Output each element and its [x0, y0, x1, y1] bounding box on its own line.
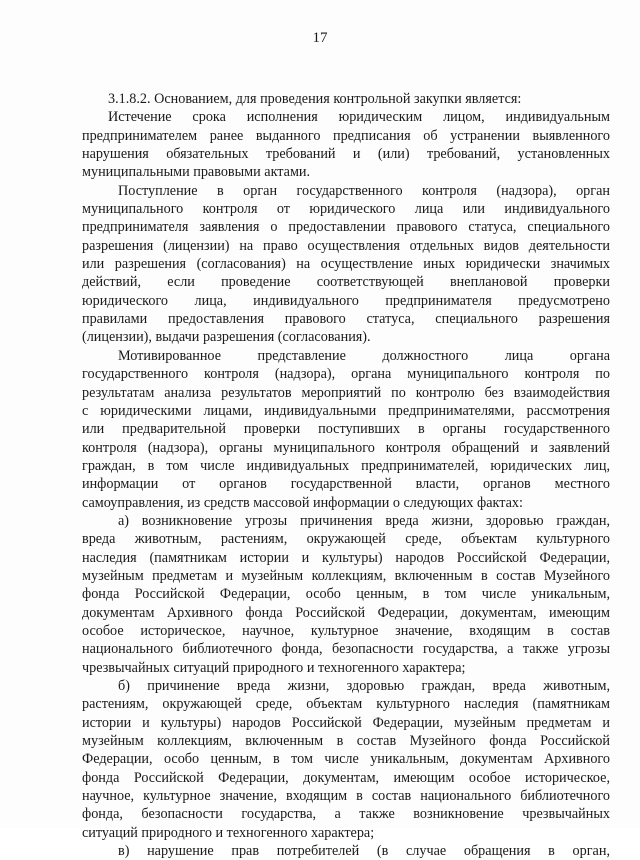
text-line: ситуаций природного и техногенного характера;: [82, 824, 375, 841]
text-line: научное, культурное значение, входящим в состав национального библиотечного: [82, 788, 610, 805]
text-line: музейным предметам и музейным коллекциям, включенным в состав Музейного: [82, 567, 610, 584]
text-line: Поступление в орган государственного контроля (надзора), орган: [118, 182, 610, 199]
text-line: Федерации, особо ценным, в том числе уникальным, документам Архивного: [82, 751, 610, 768]
text-line: муниципальными правовыми актами.: [82, 164, 311, 181]
text-line: 3.1.8.2. Основанием, для проведения контрольной закупки является:: [108, 91, 522, 107]
text-line: или предварительной проверки поступивших в органы государственного: [82, 421, 610, 438]
text-line: или разрешения (согласования) на осуществление иных юридически значимых: [82, 256, 610, 273]
text-line: вреда животным, растениям, окружающей среде, объектам культурного: [82, 531, 610, 548]
text-line: муниципального контроля от юридического лица или индивидуального: [82, 201, 610, 218]
text-line: результатам анализа результатов мероприятий по контролю без взаимодействия: [82, 384, 610, 401]
text-line: фонда Российской Федерации, особо ценным, в том числе уникальным,: [82, 586, 610, 603]
text-line: Мотивированное представление должностного лица органа: [118, 347, 610, 364]
text-line: предпринимателем ранее выданного предписания об устранении выявленного: [82, 127, 610, 144]
text-line: нарушения обязательных требований и (или) требований, установленных: [82, 146, 610, 163]
text-line: контроля (надзора), органы муниципального контроля обращений и заявлений: [82, 439, 610, 456]
text-line: истории и культуры) народов Российской Федерации, музейным предметам и: [82, 714, 610, 731]
text-line: в) нарушение прав потребителей (в случае обращения в орган,: [118, 843, 610, 860]
text-line: граждан, в том числе индивидуальных предпринимателей, юридических лиц,: [82, 457, 610, 474]
text-line: государственного контроля (надзора), органа муниципального контроля по: [82, 366, 610, 383]
text-line: самоуправления, из средств массовой информации о следующих фактах:: [82, 494, 523, 511]
text-line: Истечение срока исполнения юридическим лицом, индивидуальным: [108, 109, 610, 126]
document-body: [82, 90, 610, 860]
text-line: особое историческое, научное, культурное значение, входящим в состав: [82, 622, 610, 639]
text-line: документам Архивного фонда Российской Федерации, документам, имеющим: [82, 604, 610, 621]
text-line: музейным коллекциям, включенным в состав Музейного фонда Российской: [82, 733, 610, 750]
text-line: фонда Российской Федерации, документам, имеющим особое историческое,: [82, 769, 610, 786]
text-line: б) причинение вреда жизни, здоровью граждан, вреда животным,: [118, 678, 610, 694]
text-line: предпринимателя заявления о предоставлении правового статуса, специального: [82, 219, 610, 236]
text-line: разрешения (лицензии) на право осуществления отдельных видов деятельности: [82, 237, 610, 254]
text-line: наследия (памятникам истории и культуры) народов Российской Федерации,: [82, 549, 610, 566]
text-line: а) возникновение угрозы причинения вреда жизни, здоровью граждан,: [118, 512, 610, 529]
text-line: юридического лица, индивидуального предпринимателя предусмотрено: [82, 292, 610, 309]
text-line: фонда, безопасности государства, а также возникновение чрезвычайных: [82, 806, 610, 823]
text-line: чрезвычайных ситуаций природного и техногенного характера;: [82, 659, 466, 676]
text-line: (лицензии), выдачи разрешения (согласования).: [82, 329, 371, 346]
text-line: правилами предоставления правового статуса, специального разрешения: [82, 311, 610, 328]
text-line: национального библиотечного фонда, безопасности государства, а также угрозы: [82, 641, 610, 658]
text-line: действий, если проведение соответствующей внеплановой проверки: [82, 274, 610, 291]
text-line: растениям, окружающей среде, объектам культурного наследия (памятникам: [82, 696, 610, 713]
text-line: с юридическими лицами, индивидуальными предпринимателями, рассмотрения: [82, 402, 610, 419]
text-line: информации от органов государственной власти, органов местного: [82, 476, 610, 493]
page-number: 17: [312, 30, 328, 46]
